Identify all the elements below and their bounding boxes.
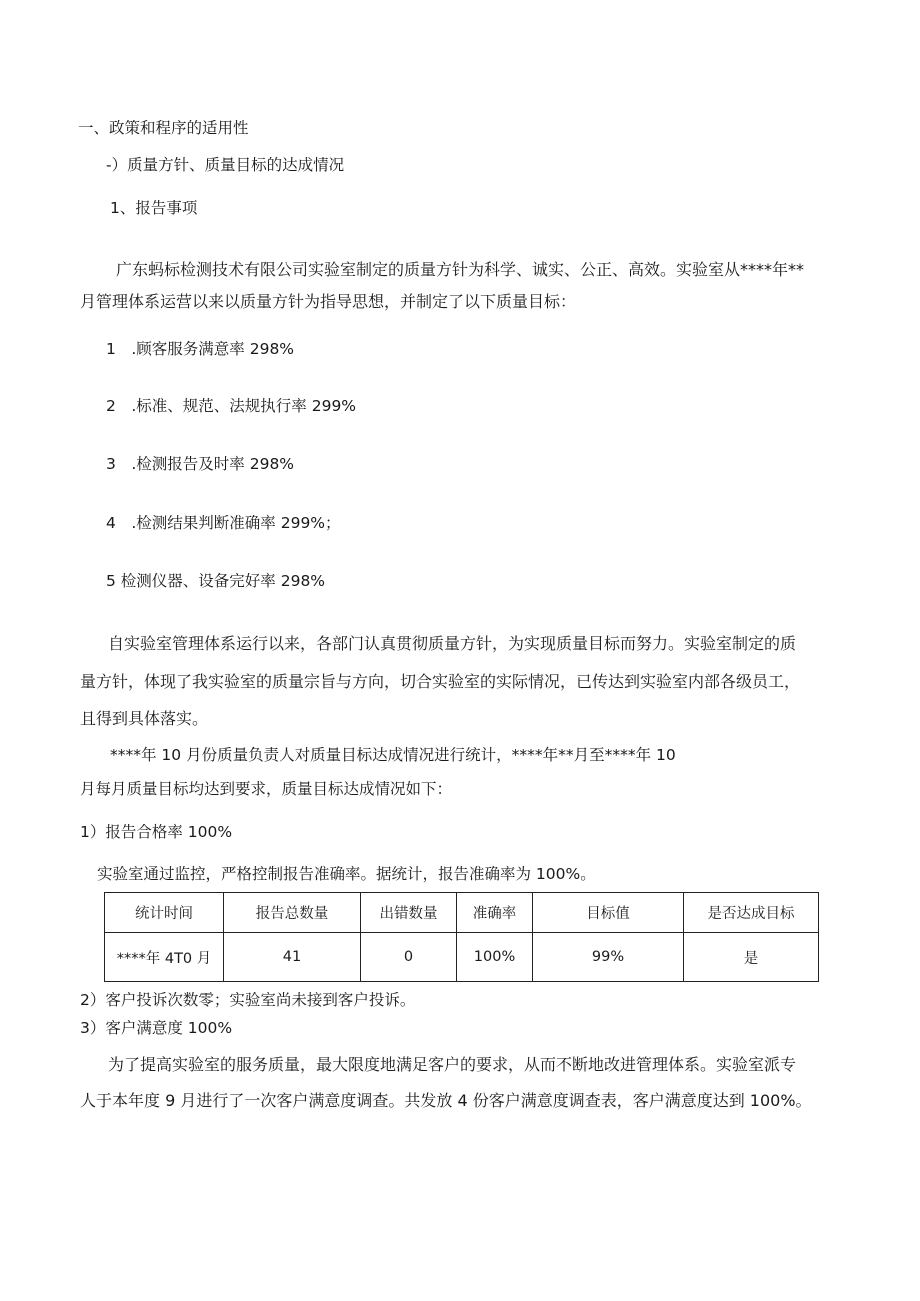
item-title: 1、报告事项 [110, 199, 198, 217]
table-header-cell: 出错数量 [361, 893, 457, 933]
quality-stats-table [104, 892, 819, 982]
table-cell: 41 [224, 933, 361, 982]
table-header-cell: 报告总数量 [224, 893, 361, 933]
goal-item: 1 .顾客服务满意率 298% [106, 340, 295, 358]
satisfaction-heading: 3）客户满意度 100% [80, 1019, 233, 1037]
table-cell: 100% [457, 933, 533, 982]
section-title: 一、政策和程序的适用性 [78, 119, 249, 137]
report-rate-paragraph: 实验室通过监控，严格控制报告准确率。据统计，报告准确率为 100%。 [97, 865, 596, 883]
goal-item: 4 .检测结果判断准确率 299%； [106, 514, 341, 532]
subsection-title: -）质量方针、质量目标的达成情况 [106, 156, 345, 174]
table-row [105, 933, 819, 982]
table-header-cell: 目标值 [533, 893, 684, 933]
implementation-paragraph-line: 且得到具体落实。 [80, 709, 209, 728]
implementation-paragraph-line: 量方针，体现了我实验室的质量宗旨与方向，切合实验室的实际情况，已传达到实验室内部各级员工， [80, 672, 801, 691]
complaints-heading: 2）客户投诉次数零；实验室尚未接到客户投诉。 [80, 991, 416, 1009]
goal-item: 2 .标准、规范、法规执行率 299% [106, 397, 357, 415]
table-header-cell: 准确率 [457, 893, 533, 933]
satisfaction-paragraph-line: 为了提高实验室的服务质量，最大限度地满足客户的要求，从而不断地改进管理体系。实验室派专 [108, 1055, 797, 1074]
intro-paragraph-line: 广东蚂标检测技术有限公司实验室制定的质量方针为科学、诚实、公正、高效。实验室从****年** [116, 260, 805, 279]
table-cell: 99% [533, 933, 684, 982]
table-cell: ****年 4T0 月 [105, 933, 224, 982]
satisfaction-paragraph-line: 人于本年度 9 月进行了一次客户满意度调查。共发放 4 份客户满意度调查表，客户满意度达到 100%。 [80, 1091, 812, 1110]
table-header-cell: 统计时间 [105, 893, 224, 933]
intro-paragraph-line: 月管理体系运营以来以质量方针为指导思想，并制定了以下质量目标： [80, 292, 577, 311]
goal-item: 3 .检测报告及时率 298% [106, 455, 295, 473]
statistics-paragraph-line: ****年 10 月份质量负责人对质量目标达成情况进行统计，****年**月至****年 10 [110, 746, 676, 764]
implementation-paragraph-line: 自实验室管理体系运行以来，各部门认真贯彻质量方针，为实现质量目标而努力。实验室制定的质 [108, 634, 797, 653]
table-header-row [105, 893, 819, 933]
table-cell: 是 [684, 933, 819, 982]
goal-item: 5 检测仪器、设备完好率 298% [106, 572, 326, 590]
table-cell: 0 [361, 933, 457, 982]
statistics-paragraph-line: 月每月质量目标均达到要求，质量目标达成情况如下： [80, 780, 453, 798]
table-header-cell: 是否达成目标 [684, 893, 819, 933]
report-rate-heading: 1）报告合格率 100% [80, 823, 233, 841]
